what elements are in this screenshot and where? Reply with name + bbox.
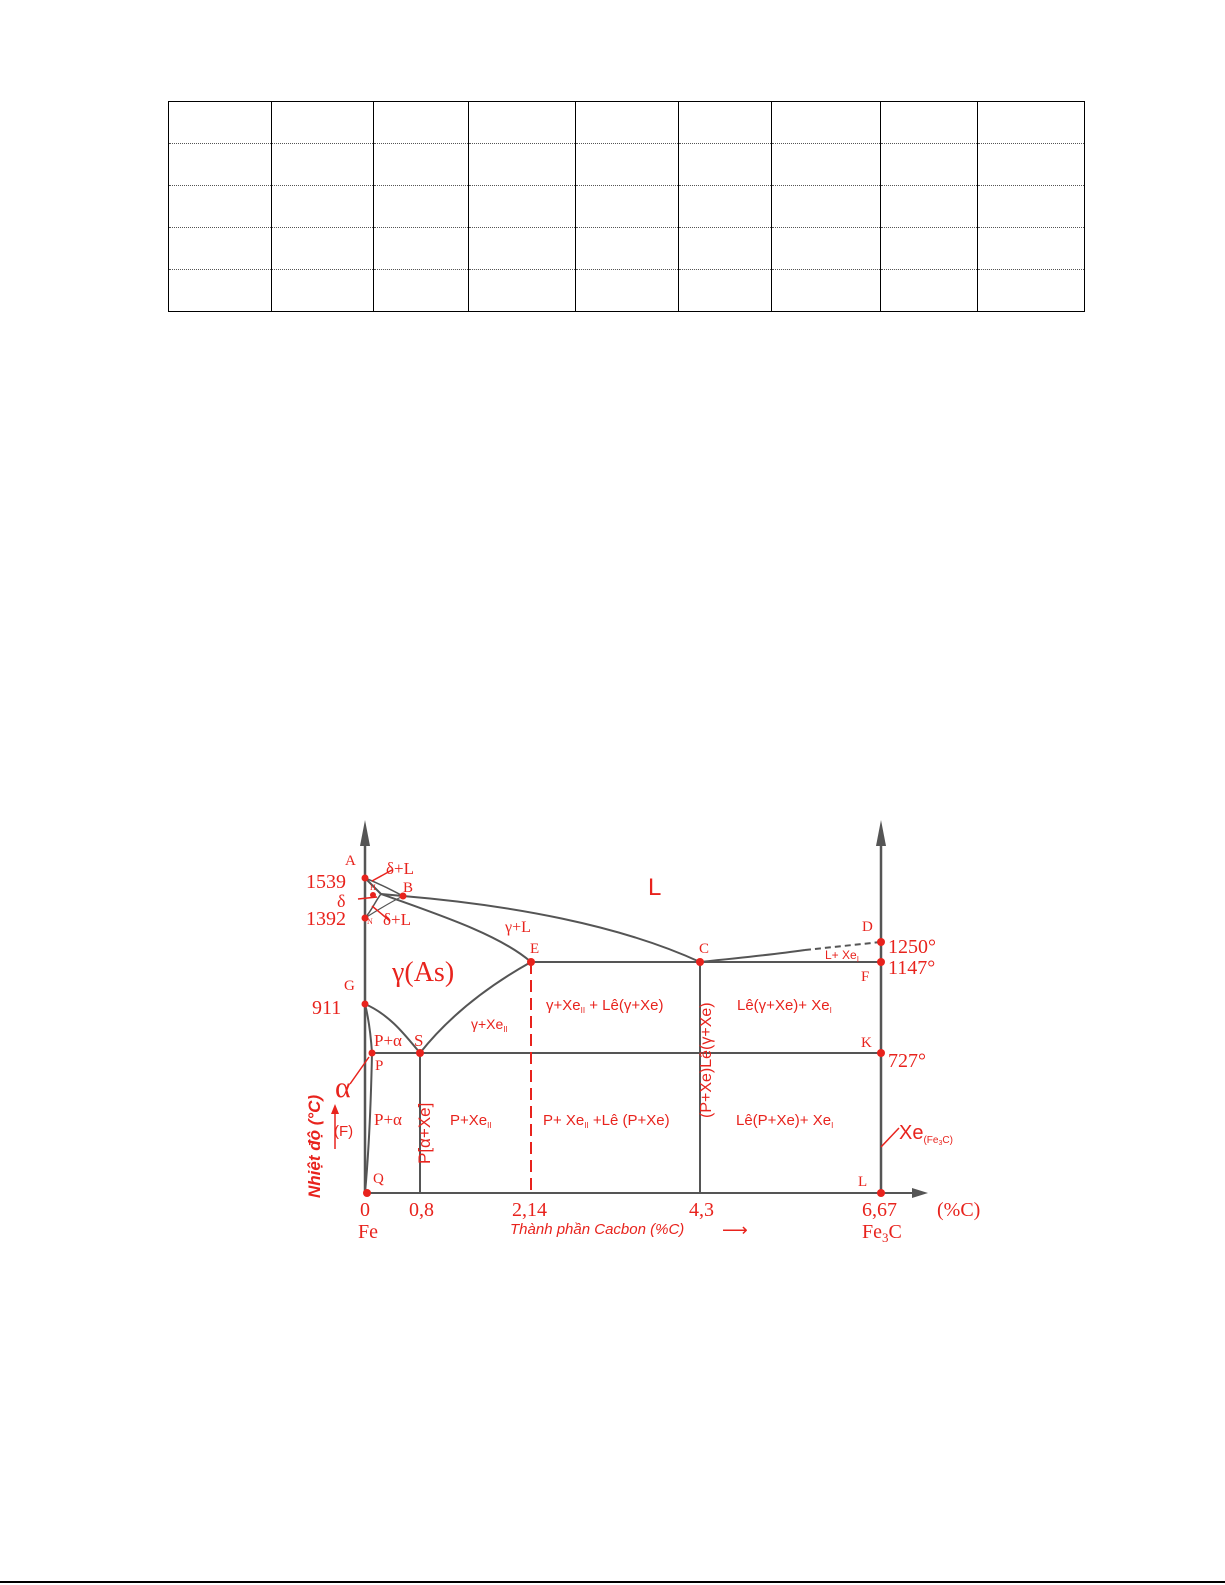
phase-P-alpha-lower: P+α: [374, 1110, 402, 1129]
y-axis-right-arrow: [876, 820, 886, 846]
axis-y-label: Nhiệt độ (°C): [305, 1094, 324, 1198]
f-label: (F): [334, 1123, 354, 1140]
phase-Le-gamma-XeI: Lê(γ+Xe)+ $Xe_I$: [737, 997, 832, 1015]
label-B: B: [403, 880, 414, 896]
phase-P-alpha-Xe-vertical: P[α+Xe]: [415, 1102, 434, 1164]
delta-label: δ: [337, 891, 346, 911]
label-L: L: [858, 1174, 868, 1190]
phase-gamma-L: γ+L: [505, 919, 531, 936]
comp-0: 0: [360, 1199, 370, 1221]
phase-L: L: [648, 874, 662, 901]
point-A: [362, 875, 369, 882]
phase-gamma-XeII: $\gamma+Xe_{II}$: [471, 1016, 508, 1034]
point-C: [696, 958, 704, 966]
label-S: S: [414, 1031, 424, 1050]
comp-0.8: 0,8: [409, 1199, 434, 1221]
nhiet-do-arrow-head: [331, 1104, 339, 1114]
fe-label: Fe: [358, 1221, 378, 1243]
phase-P-alpha-upper: P+α: [374, 1031, 402, 1050]
point-P: [369, 1050, 376, 1057]
phase-delta-L-bottom: δ+L: [383, 910, 411, 929]
comp-6.67: 6,67: [862, 1199, 897, 1221]
point-F: [877, 958, 885, 966]
alpha-label: α: [335, 1071, 351, 1104]
point-E: [527, 958, 535, 966]
fe3c-label: $Fe_3C$: [862, 1221, 902, 1245]
label-P: P: [375, 1058, 384, 1074]
point-H: [370, 892, 376, 898]
point-G: [362, 1001, 369, 1008]
phase-P-XeII: $P+Xe_{II}$: [450, 1112, 492, 1130]
point-D: [877, 938, 885, 946]
leader-xe: [881, 1128, 899, 1147]
phase-delta-L-top: δ+L: [386, 859, 414, 878]
point-L: [877, 1189, 885, 1197]
label-G: G: [344, 978, 355, 994]
label-K: K: [861, 1035, 872, 1051]
label-Q: Q: [373, 1171, 384, 1187]
line-B-C-liquidus: [403, 896, 700, 962]
label-A: A: [345, 853, 356, 869]
phase-P-XeII-Le: $P+ Xe_{II}$ +Lê (P+Xe): [543, 1112, 670, 1130]
comp-4.3: 4,3: [689, 1199, 714, 1221]
phase-vertical-4.3: (P+Xe)Lê(γ+Xe): [698, 1002, 715, 1118]
label-E: E: [530, 941, 540, 957]
phase-gamma-As: γ(As): [392, 957, 455, 988]
temp-1250: 1250°: [888, 936, 936, 958]
comp-2.14: 2,14: [512, 1199, 547, 1221]
axis-x-unit: (%C): [937, 1199, 981, 1221]
xe-fe3c-label: $Xe_{(Fe}3C$): [899, 1122, 953, 1147]
page-bottom-rule: [0, 1581, 1225, 1583]
point-K: [877, 1049, 885, 1057]
label-H: H: [370, 883, 376, 892]
phase-gamma-XeII-Le: $\gamma+Xe_{II}$ + Lê(γ+Xe): [546, 997, 664, 1015]
phase-L-XeI: $L+ Xe_I$: [825, 948, 859, 964]
temp-1539: 1539: [306, 871, 346, 893]
label-N: N: [367, 917, 373, 926]
y-axis-left-arrow: [360, 820, 370, 846]
x-axis-arrow: [912, 1188, 928, 1198]
axis-x-label: Thành phần Cacbon (%C): [510, 1221, 685, 1238]
point-S: [416, 1049, 424, 1057]
label-D: D: [862, 919, 873, 935]
phase-Le-P-XeI: Lê(P+Xe)+ $Xe_I$: [736, 1112, 834, 1130]
label-F: F: [861, 969, 870, 985]
point-Q: [363, 1189, 371, 1197]
temp-1147: 1147°: [888, 957, 936, 979]
temp-911: 911: [312, 997, 342, 1019]
line-C-D-liquidus: [700, 950, 805, 962]
temp-1392: 1392: [306, 908, 346, 930]
temp-727: 727°: [888, 1050, 926, 1072]
axis-x-arrow: ⟶: [722, 1220, 748, 1240]
label-C: C: [699, 941, 710, 957]
